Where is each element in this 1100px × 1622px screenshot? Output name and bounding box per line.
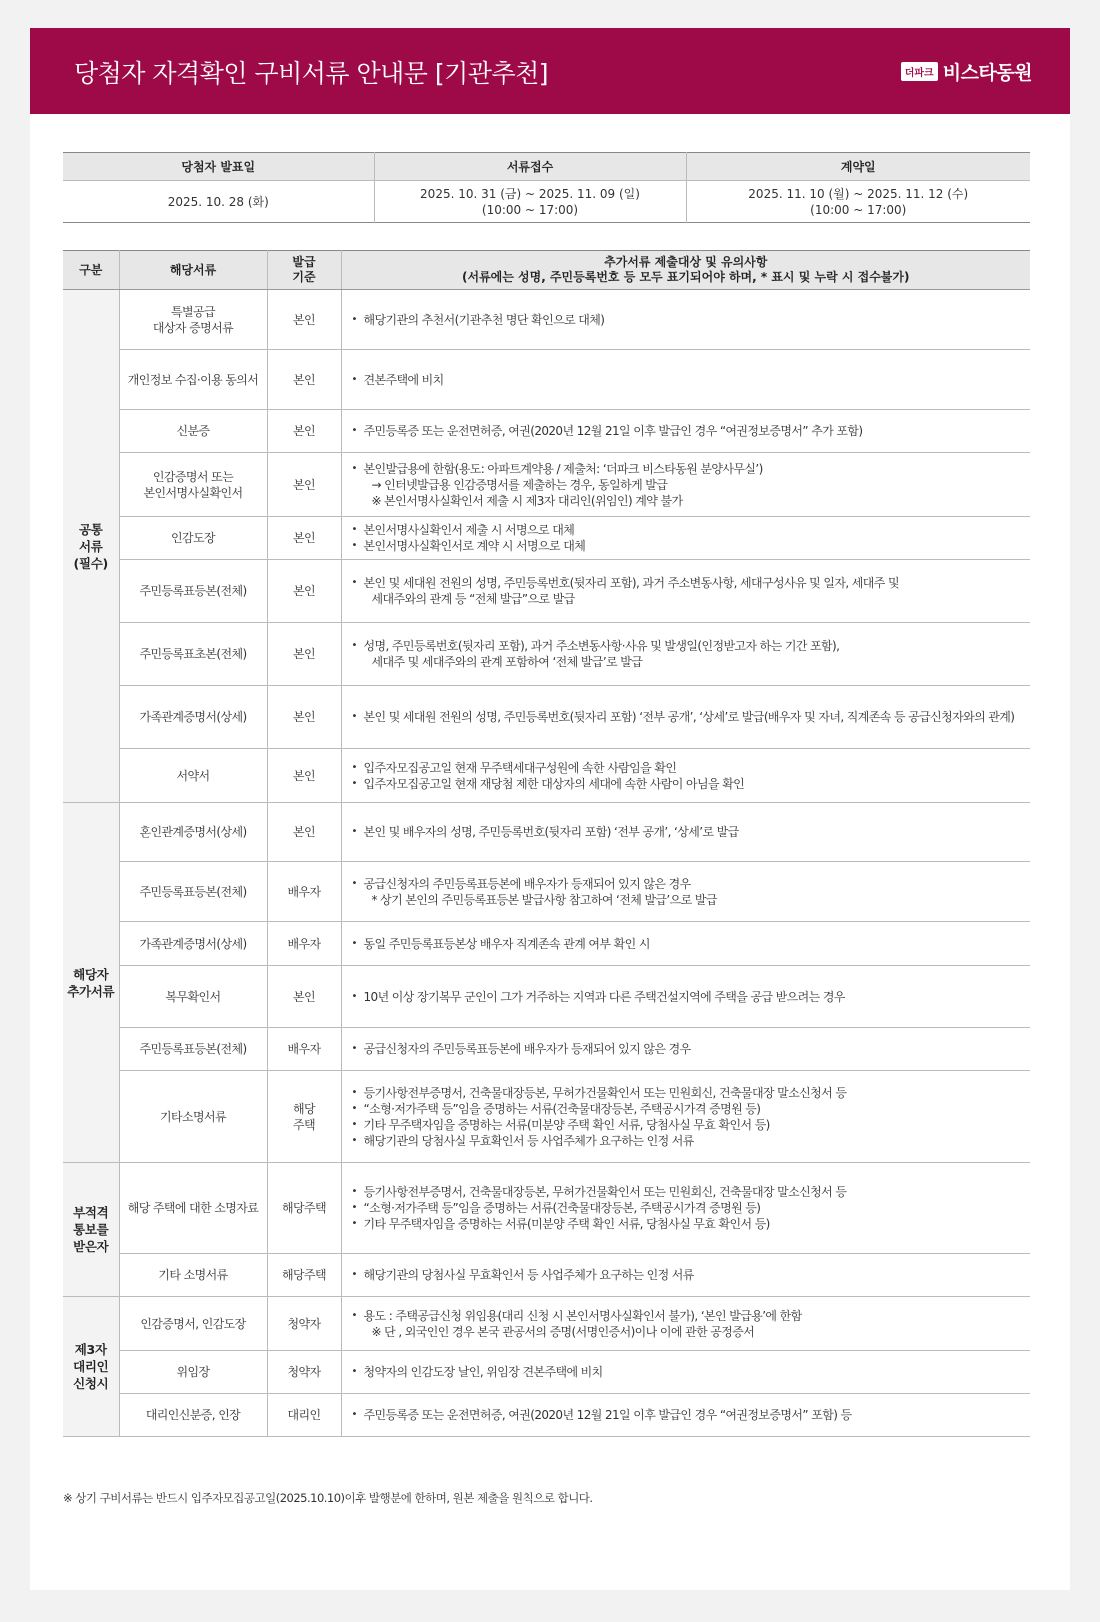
notes-cell: [341, 350, 1030, 410]
header-category: 구분: [63, 251, 119, 290]
note-line: [352, 1085, 1027, 1101]
header-notes: 추가서류 제출대상 및 유의사항 (서류에는 성명, 주민등록번호 등 모두 표기되어야 하며, * 표시 및 누락 시 접수불가): [341, 251, 1030, 290]
note-line: [352, 1308, 1027, 1324]
note-text: 해당기관의 추천서(기관추천 명단 확인으로 대체): [363, 312, 605, 327]
note-text: 본인서명사실확인서로 계약 시 서명으로 대체: [363, 539, 586, 553]
document-name: 개인정보 수집·이용 동의서: [119, 350, 267, 410]
note-text: 세대주와의 관계 등 “전체 발급”으로 발급: [371, 592, 575, 606]
note-line: [352, 892, 1027, 908]
note-line: [352, 1101, 1027, 1117]
bullet-icon: •: [351, 761, 357, 773]
note-line: [352, 1364, 1027, 1380]
document-name: 인감증명서 또는 본인서명사실확인서: [119, 453, 267, 517]
note-line: [352, 1267, 1027, 1283]
note-line: [352, 876, 1027, 892]
document-name: 가족관계증명서(상세): [119, 686, 267, 749]
issue-basis: 본인: [267, 966, 341, 1028]
note-line: [352, 989, 1027, 1005]
notes-cell: [341, 1254, 1030, 1297]
page-title: 당첨자 자격확인 구비서류 안내문 [기관추천]: [74, 59, 548, 88]
note-text: 해당기관의 당첨사실 무효확인서 등 사업주체가 요구하는 인정 서류: [363, 1268, 694, 1282]
note-text: 동일 주민등록표등본상 배우자 직계존속 관계 여부 확인 시: [363, 936, 650, 951]
table-row: [63, 1028, 1030, 1071]
note-text: ※ 단 , 외국인인 경우 본국 관공서의 증명(서명인증서)이나 이에 관한 공정증서: [371, 1324, 755, 1339]
document-name: 인감증명서, 인감도장: [119, 1297, 267, 1351]
issue-basis: 본인: [267, 623, 341, 686]
document-name: 서약서: [119, 749, 267, 803]
note-line: [352, 477, 1027, 493]
bullet-icon: •: [351, 1102, 357, 1114]
bullet-icon: •: [351, 313, 357, 325]
docs-period: 2025. 10. 31 (금) ~ 2025. 11. 09 (일) (10:00 ~ 17:00): [374, 181, 686, 223]
bullet-icon: •: [351, 1309, 357, 1321]
header-basis: 발급 기준: [267, 251, 341, 290]
issue-basis: 본인: [267, 749, 341, 803]
table-row: [63, 623, 1030, 686]
table-row: [63, 862, 1030, 922]
bullet-icon: •: [351, 1218, 357, 1229]
table-row: [63, 1351, 1030, 1394]
note-text: 기타 무주택자임을 증명하는 서류(미분양 주택 확인 서류, 당첨사실 무효 확인서 등): [363, 1117, 770, 1132]
note-line: [352, 493, 1027, 509]
note-text: 입주자모집공고일 현재 무주택세대구성원에 속한 사람임을 확인: [363, 760, 677, 775]
note-line: [352, 1041, 1027, 1057]
note-text: 등기사항전부증명서, 건축물대장등본, 무허가건물확인서 또는 민원회신, 건축물대장 말소신청서 등: [363, 1185, 847, 1199]
note-text: 기타 무주택자임을 증명하는 서류(미분양 주택 확인 서류, 당첨사실 무효 확인서 등): [363, 1217, 770, 1231]
bullet-icon: •: [351, 937, 357, 949]
issue-basis: 배우자: [267, 922, 341, 966]
category-cell: 제3자 대리인 신청시: [63, 1297, 119, 1437]
schedule-header-announce: 당첨자 발표일: [63, 153, 374, 181]
table-row: [63, 410, 1030, 453]
table-row: [63, 966, 1030, 1028]
bullet-icon: •: [351, 1366, 357, 1377]
note-line: [352, 654, 1027, 670]
notes-cell: [341, 560, 1030, 623]
bullet-icon: •: [351, 1043, 357, 1054]
note-text: “소형·저가주택 등”임을 증명하는 서류(건축물대장등본, 주택공시가격 증명원 등): [363, 1101, 761, 1116]
issue-basis: 대리인: [267, 1394, 341, 1437]
brand-name: 비스타동원: [942, 62, 1032, 84]
table-row: [63, 749, 1030, 803]
notes-cell: [341, 623, 1030, 686]
note-line: [352, 461, 1027, 477]
note-line: [352, 538, 1027, 554]
bullet-icon: •: [351, 990, 357, 1002]
bullet-icon: •: [351, 1202, 357, 1213]
document-name: 주민등록표등본(전체): [119, 862, 267, 922]
notes-cell: [341, 1028, 1030, 1071]
notes-cell: [341, 966, 1030, 1028]
table-row: [63, 1071, 1030, 1163]
document-name: 기타소명서류: [119, 1071, 267, 1163]
notes-cell: [341, 290, 1030, 350]
document-name: 주민등록표등본(전체): [119, 1028, 267, 1071]
issue-basis: 청약자: [267, 1297, 341, 1351]
bullet-icon: •: [351, 711, 357, 722]
header-bar: [30, 28, 1070, 114]
table-row: [63, 1297, 1030, 1351]
issue-basis: 본인: [267, 560, 341, 623]
issue-basis: 본인: [267, 410, 341, 453]
note-line: [352, 638, 1027, 654]
document-name: 주민등록표초본(전체): [119, 623, 267, 686]
bullet-icon: •: [351, 1086, 357, 1098]
document-name: 기타 소명서류: [119, 1254, 267, 1297]
note-text: → 인터넷발급용 인감증명서를 제출하는 경우, 동일하게 발급: [371, 477, 668, 492]
notes-cell: [341, 686, 1030, 749]
document-name: 신분증: [119, 410, 267, 453]
table-row: [63, 560, 1030, 623]
note-line: [352, 575, 1027, 591]
notes-cell: [341, 1163, 1030, 1254]
notes-cell: [341, 410, 1030, 453]
table-row: [63, 922, 1030, 966]
note-text: 용도 : 주택공급신청 위임용(대리 신청 시 본인서명사실확인서 불가), ‘본인 발급용’에 한함: [363, 1308, 802, 1323]
bullet-icon: •: [351, 777, 357, 789]
note-text: 공급신청자의 주민등록표등본에 배우자가 등재되어 있지 않은 경우: [363, 876, 691, 891]
document-name: 복무확인서: [119, 966, 267, 1028]
note-line: [352, 1324, 1027, 1340]
note-line: [352, 1216, 1027, 1232]
note-text: 본인발급용에 한함(용도: 아파트계약용 / 제출처: ‘더파크 비스타동원 분양사무실’): [363, 461, 763, 476]
document-name: 인감도장: [119, 517, 267, 560]
note-line: [352, 522, 1027, 538]
document-name: 대리인신분증, 인장: [119, 1394, 267, 1437]
note-line: [352, 312, 1027, 328]
note-text: 입주자모집공고일 현재 재당첨 제한 대상자의 세대에 속한 사람이 아님을 확인: [363, 776, 745, 791]
issue-basis: 본인: [267, 803, 341, 862]
table-row: [63, 1254, 1030, 1297]
bullet-icon: •: [351, 540, 357, 551]
bullet-icon: •: [351, 1269, 357, 1280]
note-line: [352, 423, 1027, 439]
note-text: 주민등록증 또는 운전면허증, 여권(2020년 12월 21일 이후 발급인 경우 “여권정보증명서” 추가 포함): [363, 424, 863, 438]
document-name: 위임장: [119, 1351, 267, 1394]
issue-basis: 본인: [267, 350, 341, 410]
note-line: [352, 1117, 1027, 1133]
issue-basis: 해당주택: [267, 1163, 341, 1254]
note-text: 세대주 및 세대주와의 관계 포함하여 ‘전체 발급’로 발급: [371, 655, 643, 669]
table-row: [63, 350, 1030, 410]
header-document: 해당서류: [119, 251, 267, 290]
document-name: 혼인관계증명서(상세): [119, 803, 267, 862]
issue-basis: 본인: [267, 517, 341, 560]
bullet-icon: •: [351, 524, 357, 535]
document-name: 해당 주택에 대한 소명자료: [119, 1163, 267, 1254]
category-cell: 부적격 통보를 받은자: [63, 1163, 119, 1297]
note-text: 주민등록증 또는 운전면허증, 여권(2020년 12월 21일 이후 발급인 경우 “여권정보증명서” 포함) 등: [363, 1408, 852, 1422]
notes-cell: [341, 453, 1030, 517]
note-line: [352, 760, 1027, 776]
note-text: 청약자의 인감도장 날인, 위임장 견본주택에 비치: [363, 1365, 603, 1379]
bullet-icon: •: [351, 462, 357, 474]
issue-basis: 해당 주택: [267, 1071, 341, 1163]
note-text: 본인 및 세대원 전원의 성명, 주민등록번호(뒷자리 포함) ‘전부 공개’, ‘상세’로 발급(배우자 및 자녀, 직계존속 등 공급신청자와의 관계): [363, 710, 1015, 724]
note-text: 10년 이상 장기복무 군인이 그가 거주하는 지역과 다른 주택건설지역에 주택을 공급 받으려는 경우: [363, 989, 845, 1004]
bullet-icon: •: [351, 640, 357, 651]
note-text: 본인 및 배우자의 성명, 주민등록번호(뒷자리 포함) ‘전부 공개’, ‘상세’로 발급: [363, 825, 739, 839]
contract-period: 2025. 11. 10 (월) ~ 2025. 11. 12 (수) (10:00 ~ 17:00): [686, 181, 1030, 223]
note-line: [352, 824, 1027, 840]
issue-basis: 청약자: [267, 1351, 341, 1394]
issue-basis: 본인: [267, 686, 341, 749]
document-name: 가족관계증명서(상세): [119, 922, 267, 966]
note-text: 해당기관의 당첨사실 무효확인서 등 사업주체가 요구하는 인정 서류: [363, 1133, 694, 1148]
bullet-icon: •: [351, 1118, 357, 1130]
schedule-header-docs: 서류접수: [374, 153, 686, 181]
table-row: [63, 290, 1030, 350]
notes-cell: [341, 1394, 1030, 1437]
note-text: ※ 본인서명사실확인서 제출 시 제3자 대리인(위임인) 계약 불가: [371, 493, 683, 508]
notes-cell: [341, 862, 1030, 922]
announce-date: 2025. 10. 28 (화): [167, 194, 269, 209]
bullet-icon: •: [351, 425, 357, 436]
note-text: “소형·저가주택 등”임을 증명하는 서류(건축물대장등본, 주택공시가격 증명원 등): [363, 1201, 761, 1215]
notes-cell: [341, 1351, 1030, 1394]
issue-basis: 배우자: [267, 1028, 341, 1071]
table-row: [63, 517, 1030, 560]
notes-cell: [341, 1071, 1030, 1163]
note-text: 성명, 주민등록번호(뒷자리 포함), 과거 주소변동사항·사유 및 발생일(인정받고자 하는 기간 포함),: [363, 639, 840, 653]
document-name: 주민등록표등본(전체): [119, 560, 267, 623]
note-line: [352, 709, 1027, 725]
note-line: [352, 1133, 1027, 1149]
table-row: [63, 1163, 1030, 1254]
bullet-icon: •: [351, 1186, 357, 1197]
issue-basis: 본인: [267, 453, 341, 517]
table-row: [63, 803, 1030, 862]
brand-logo: [901, 58, 1032, 85]
note-line: [352, 936, 1027, 952]
notes-cell: [341, 1297, 1030, 1351]
schedule-table: [63, 152, 1030, 223]
note-text: * 상기 본인의 주민등록표등본 발급사항 참고하여 ‘전체 발급’으로 발급: [371, 892, 717, 907]
notes-cell: [341, 803, 1030, 862]
notes-cell: [341, 517, 1030, 560]
note-line: [352, 1407, 1027, 1423]
note-line: [352, 1184, 1027, 1200]
notes-cell: [341, 922, 1030, 966]
table-row: [63, 686, 1030, 749]
note-line: [352, 372, 1027, 388]
issue-basis: 배우자: [267, 862, 341, 922]
bullet-icon: •: [351, 1409, 357, 1420]
bullet-icon: •: [351, 877, 357, 889]
note-line: [352, 1200, 1027, 1216]
note-line: [352, 591, 1027, 607]
note-text: 등기사항전부증명서, 건축물대장등본, 무허가건물확인서 또는 민원회신, 건축물대장 말소신청서 등: [363, 1085, 847, 1100]
document-name: 특별공급 대상자 증명서류: [119, 290, 267, 350]
note-text: 본인 및 세대원 전원의 성명, 주민등록번호(뒷자리 포함), 과거 주소변동사항, 세대구성사유 및 일자, 세대주 및: [363, 576, 899, 590]
bullet-icon: •: [351, 577, 357, 588]
note-text: 공급신청자의 주민등록표등본에 배우자가 등재되어 있지 않은 경우: [363, 1042, 691, 1056]
bullet-icon: •: [351, 373, 357, 385]
footnote: ※ 상기 구비서류는 반드시 입주자모집공고일(2025.10.10)이후 발행분에 한하며, 원본 제출을 원칙으로 합니다.: [63, 1491, 593, 1505]
notice-page: [30, 28, 1070, 1590]
note-text: 견본주택에 비치: [363, 372, 444, 387]
category-cell: 해당자 추가서류: [63, 803, 119, 1163]
note-line: [352, 776, 1027, 792]
schedule-header-contract: 계약일: [686, 153, 1030, 181]
table-row: [63, 453, 1030, 517]
issue-basis: 해당주택: [267, 1254, 341, 1297]
notes-cell: [341, 749, 1030, 803]
bullet-icon: •: [351, 826, 357, 837]
category-cell: 공통 서류 (필수): [63, 290, 119, 803]
bullet-icon: •: [351, 1134, 357, 1146]
brand-tag: 더파크: [901, 62, 938, 81]
documents-table: [63, 250, 1030, 1437]
note-text: 본인서명사실확인서 제출 시 서명으로 대체: [363, 523, 575, 537]
table-row: [63, 1394, 1030, 1437]
issue-basis: 본인: [267, 290, 341, 350]
